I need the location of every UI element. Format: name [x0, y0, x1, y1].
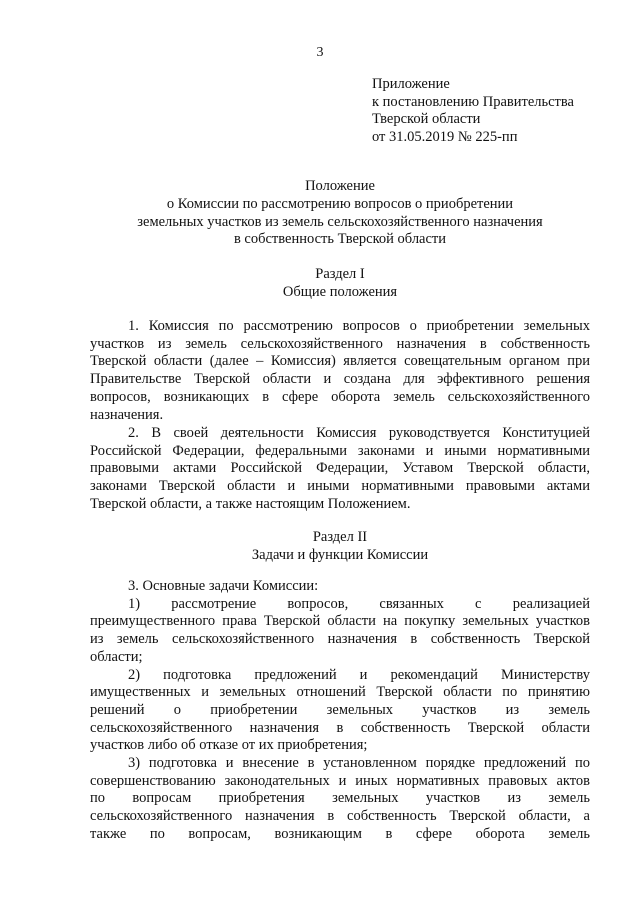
text-line: совершенствованию законодательных и иных нормативных правовых актов [90, 772, 590, 789]
paragraph-3 [90, 578, 590, 844]
text-line: Российской Федерации, федеральными законами и иными нормативными [90, 442, 590, 459]
section-1-heading [60, 266, 620, 302]
section-number: Раздел I [315, 266, 365, 282]
text-line: участков из земель сельскохозяйственного назначения в собственность [90, 335, 590, 352]
text-line: 3. Основные задачи Комиссии: [128, 578, 319, 594]
appendix-line: Приложение [372, 76, 450, 92]
text-line: Тверской области, а также настоящим Положением. [90, 495, 411, 512]
text-line: участков либо об отказе от их приобретения; [90, 737, 368, 754]
text-line: 1. Комиссия по рассмотрению вопросов о приобретении земельных [128, 318, 590, 334]
text-line: по вопросам приобретения земельных участков из земель [90, 790, 590, 807]
text-line: 1) рассмотрение вопросов, связанных с реализацией [128, 595, 590, 612]
title-line: земельных участков из земель сельскохозяйственного назначения [137, 213, 543, 230]
text-line: решений о приобретении земельных участков из земель [90, 701, 590, 718]
text-line: имущественных и земельных отношений Тверской области по принятию [90, 684, 590, 701]
title-line: Положение [305, 178, 375, 194]
paragraph-1 [90, 318, 590, 424]
text-line: Тверской области (далее – Комиссия) является совещательным органом при [90, 353, 590, 370]
text-line: вопросов, возникающих в сфере оборота земель сельскохозяйственного [90, 388, 590, 405]
text-line: преимущественного права Тверской области на покупку земельных участков [90, 613, 590, 630]
text-line: сельскохозяйственного назначения в собственность Тверской области, а [90, 808, 590, 825]
text-line: также по вопросам, возникающим в сфере оборота земель [90, 825, 590, 842]
appendix-line: Тверской области [372, 111, 481, 128]
section-number: Раздел II [312, 529, 368, 545]
text-line: области; [90, 648, 143, 665]
text-line: правовыми актами Российской Федерации, Уставом Тверской области, [90, 460, 590, 477]
document-title [60, 178, 620, 249]
title-line: о Комиссии по рассмотрению вопросов о приобретении [166, 195, 514, 212]
text-line: из земель сельскохозяйственного назначения в собственность Тверской [90, 631, 590, 648]
section-2-heading [60, 529, 620, 565]
paragraph-2 [90, 425, 590, 514]
title-line: в собственность Тверской области [233, 231, 447, 248]
text-line: Правительстве Тверской области и создана для эффективного решения [90, 371, 590, 388]
text-line: назначения. [90, 406, 164, 423]
section-name: Общие положения [282, 283, 398, 300]
appendix-line: от 31.05.2019 № 225-пп [372, 128, 518, 145]
appendix-block [372, 76, 574, 146]
text-line: 2) подготовка предложений и рекомендаций Министерству [128, 666, 590, 683]
text-line: 2. В своей деятельности Комиссия руководствуется Конституцией [128, 425, 590, 441]
text-line: законами Тверской области и иными нормативными правовыми актами [90, 478, 590, 495]
appendix-line: к постановлению Правительства [372, 93, 574, 110]
page-number: 3 [316, 45, 324, 60]
text-line: 3) подготовка и внесение в установленном порядке предложений по [128, 755, 590, 772]
section-name: Задачи и функции Комиссии [251, 546, 429, 563]
text-line: сельскохозяйственного назначения в собственность Тверской области [90, 719, 590, 736]
